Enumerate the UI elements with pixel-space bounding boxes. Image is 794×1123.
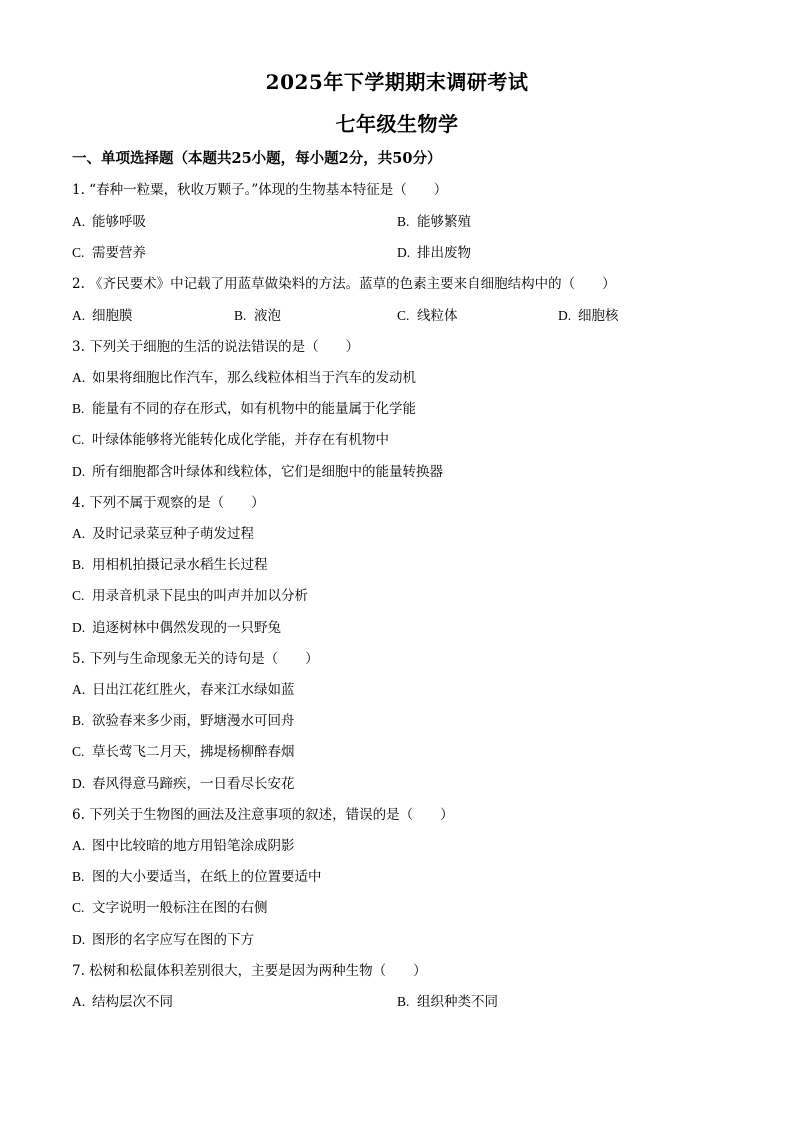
option: [72, 743, 295, 761]
option: [397, 213, 471, 231]
option-letter: B.: [397, 214, 410, 229]
option: [72, 307, 133, 325]
option: [72, 712, 295, 730]
option-letter: A.: [72, 994, 86, 1009]
option-text: 欲验春来多少雨，野塘漫水可回舟: [92, 713, 295, 729]
option-letter: A.: [72, 838, 86, 853]
question-stem: 4. 下列不属于观察的是（ ）: [72, 495, 265, 511]
option: [72, 556, 268, 574]
option: [72, 431, 389, 449]
option: [72, 931, 254, 949]
option: [72, 587, 308, 605]
option: [234, 307, 281, 325]
option-text: 用相机拍摄记录水稻生长过程: [92, 557, 268, 573]
option: [397, 307, 458, 325]
option-letter: C.: [72, 744, 85, 759]
option-text: 日出江花红胜火，春来江水绿如蓝: [92, 682, 295, 698]
option: [72, 868, 322, 886]
question-stem: 3. 下列关于细胞的生活的说法错误的是（ ）: [72, 339, 360, 355]
option-letter: B.: [72, 869, 85, 884]
option-letter: C.: [397, 308, 410, 323]
option-text: 能够繁殖: [417, 214, 471, 230]
option: [397, 993, 498, 1011]
option-text: 能量有不同的存在形式，如有机物中的能量属于化学能: [92, 401, 416, 417]
option-letter: D.: [72, 932, 86, 947]
option: [72, 837, 295, 855]
option: [397, 244, 471, 262]
option-text: 叶绿体能够将光能转化成化学能，并存在有机物中: [92, 432, 389, 448]
option-text: 液泡: [254, 308, 281, 324]
option-text: 追逐树林中偶然发现的一只野兔: [92, 620, 281, 636]
option-text: 春风得意马蹄疾，一日看尽长安花: [92, 776, 295, 792]
option-letter: A.: [72, 370, 86, 385]
option-text: 图形的名字应写在图的下方: [92, 932, 254, 948]
option: [558, 307, 619, 325]
option-letter: A.: [72, 214, 86, 229]
option-letter: C.: [72, 588, 85, 603]
option-text: 文字说明一般标注在图的右侧: [92, 900, 268, 916]
option-text: 如果将细胞比作汽车，那么线粒体相当于汽车的发动机: [92, 370, 416, 386]
question-stem: 2. 《齐民要术》中记载了用蓝草做染料的方法。蓝草的色素主要来自细胞结构中的（ ）: [72, 276, 616, 292]
option-text: 所有细胞都含叶绿体和线粒体，它们是细胞中的能量转换器: [92, 464, 443, 480]
option-text: 细胞核: [578, 308, 619, 324]
question-stem: 1. “春种一粒粟，秋收万颗子。”体现的生物基本特征是（ ）: [72, 182, 448, 198]
option: [72, 213, 146, 231]
option-text: 线粒体: [417, 308, 458, 324]
option-text: 组织种类不同: [417, 994, 498, 1010]
option-letter: B.: [234, 308, 247, 323]
option-letter: C.: [72, 432, 85, 447]
option-text: 细胞膜: [92, 308, 133, 324]
option-letter: A.: [72, 526, 86, 541]
option-letter: C.: [72, 900, 85, 915]
option-letter: C.: [72, 245, 85, 260]
option-letter: D.: [72, 464, 86, 479]
option-letter: D.: [558, 308, 572, 323]
option-letter: D.: [72, 776, 86, 791]
option: [72, 400, 416, 418]
option-text: 草长莺飞二月天，拂堤杨柳醉春烟: [92, 744, 295, 760]
option-text: 结构层次不同: [92, 994, 173, 1010]
option-text: 及时记录菜豆种子萌发过程: [92, 526, 254, 542]
option-letter: D.: [397, 245, 411, 260]
section-heading: 一、单项选择题（本题共25小题，每小题2分，共50分）: [72, 150, 442, 167]
option: [72, 681, 295, 699]
exam-subtitle: 七年级生物学: [335, 112, 459, 136]
option-letter: B.: [397, 994, 410, 1009]
option: [72, 899, 268, 917]
option-letter: B.: [72, 401, 85, 416]
option: [72, 993, 173, 1011]
option-text: 排出废物: [417, 245, 471, 261]
option-letter: D.: [72, 620, 86, 635]
option: [72, 775, 295, 793]
option: [72, 525, 254, 543]
option: [72, 244, 146, 262]
option: [72, 463, 443, 481]
option-text: 用录音机录下昆虫的叫声并加以分析: [92, 588, 308, 604]
question-stem: 6. 下列关于生物图的画法及注意事项的叙述，错误的是（ ）: [72, 807, 454, 823]
option-letter: B.: [72, 713, 85, 728]
option: [72, 619, 281, 637]
exam-title: 2025年下学期期末调研考试: [265, 70, 529, 94]
option-text: 图的大小要适当，在纸上的位置要适中: [92, 869, 322, 885]
option-letter: A.: [72, 682, 86, 697]
option-letter: A.: [72, 308, 86, 323]
option-text: 图中比较暗的地方用铅笔涂成阴影: [92, 838, 295, 854]
option-text: 需要营养: [92, 245, 146, 261]
option-text: 能够呼吸: [92, 214, 146, 230]
option: [72, 369, 416, 387]
question-stem: 7. 松树和松鼠体积差别很大，主要是因为两种生物（ ）: [72, 963, 427, 979]
option-letter: B.: [72, 557, 85, 572]
question-stem: 5. 下列与生命现象无关的诗句是（ ）: [72, 651, 319, 667]
